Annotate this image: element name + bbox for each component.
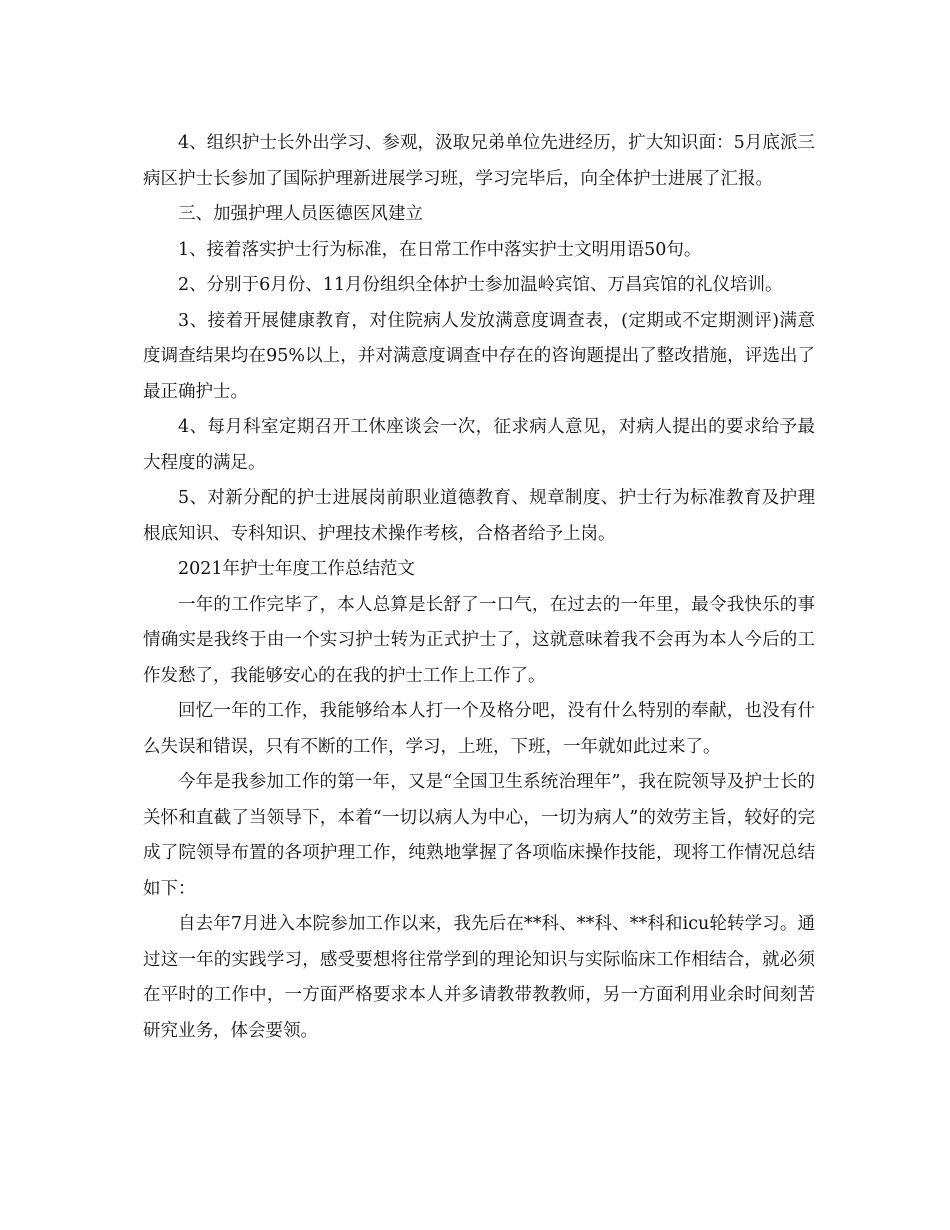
paragraph-item-3-survey: 3、接着开展健康教育，对住院病人发放满意度调查表，(定期或不定期测评)满意度调查结果均在95%以上，并对满意度调查中存在的咨询题提出了整改措施，评选出了最正确护士。 <box>143 310 815 402</box>
paragraph-item-4-meeting: 4、每月科室定期召开工休座谈会一次，征求病人意见，对病人提出的要求给予最大程度的满足。 <box>143 417 815 473</box>
paragraph-review: 回忆一年的工作，我能够给本人打一个及格分吧，没有什么特别的奉献，也没有什么失误和错误，只有不断的工作，学习，上班，下班，一年就如此过来了。 <box>143 701 815 757</box>
article-title: 2021年护士年度工作总结范文 <box>178 559 416 579</box>
paragraph-item-5-training: 5、对新分配的护士进展岗前职业道德教育、规章制度、护士行为标准教育及护理根底知识、专科知识、护理技术操作考核，合格者给予上岗。 <box>143 488 815 544</box>
section-heading-ethics: 三、加强护理人员医德医风建立 <box>178 204 423 224</box>
paragraph-item-1-conduct: 1、接着落实护士行为标准，在日常工作中落实护士文明用语50句。 <box>178 239 702 260</box>
paragraph-first-year: 今年是我参加工作的第一年，又是“全国卫生系统治理年”，我在院领导及护士长的关怀和直截了当领导下，本着“一切以病人为中心，一切为病人”的效劳主旨，较好的完成了院领导布置的各项护理工作，纯熟地掌握了各项临床操作技能，现将工作情况总结如下： <box>143 772 815 899</box>
paragraph-intro: 一年的工作完毕了，本人总算是长舒了一口气，在过去的一年里，最令我快乐的事情确实是我终于由一个实习护士转为正式护士了，这就意味着我不会再为本人今后的工作发愁了，我能够安心的在我的护士工作上工作了。 <box>143 594 815 686</box>
paragraph-item-2-etiquette: 2、分别于6月份、11月份组织全体护士参加温岭宾馆、万昌宾馆的礼仪培训。 <box>178 275 783 295</box>
paragraph-rotation: 自去年7月进入本院参加工作以来，我先后在**科、**科、**科和icu轮转学习。通过这一年的实践学习，感受要想将往常学到的理论知识与实际临床工作相结合，就必须在平时的工作中，一方面严格要求本人并多请教带教教师，另一方面利用业余时间刻苦研究业务，体会要领。 <box>143 914 815 1041</box>
paragraph-item-4-study: 4、组织护士长外出学习、参观，汲取兄弟单位先进经历，扩大知识面：5月底派三病区护士长参加了国际护理新进展学习班，学习完毕后，向全体护士进展了汇报。 <box>143 133 815 189</box>
document-body <box>143 126 815 1049</box>
